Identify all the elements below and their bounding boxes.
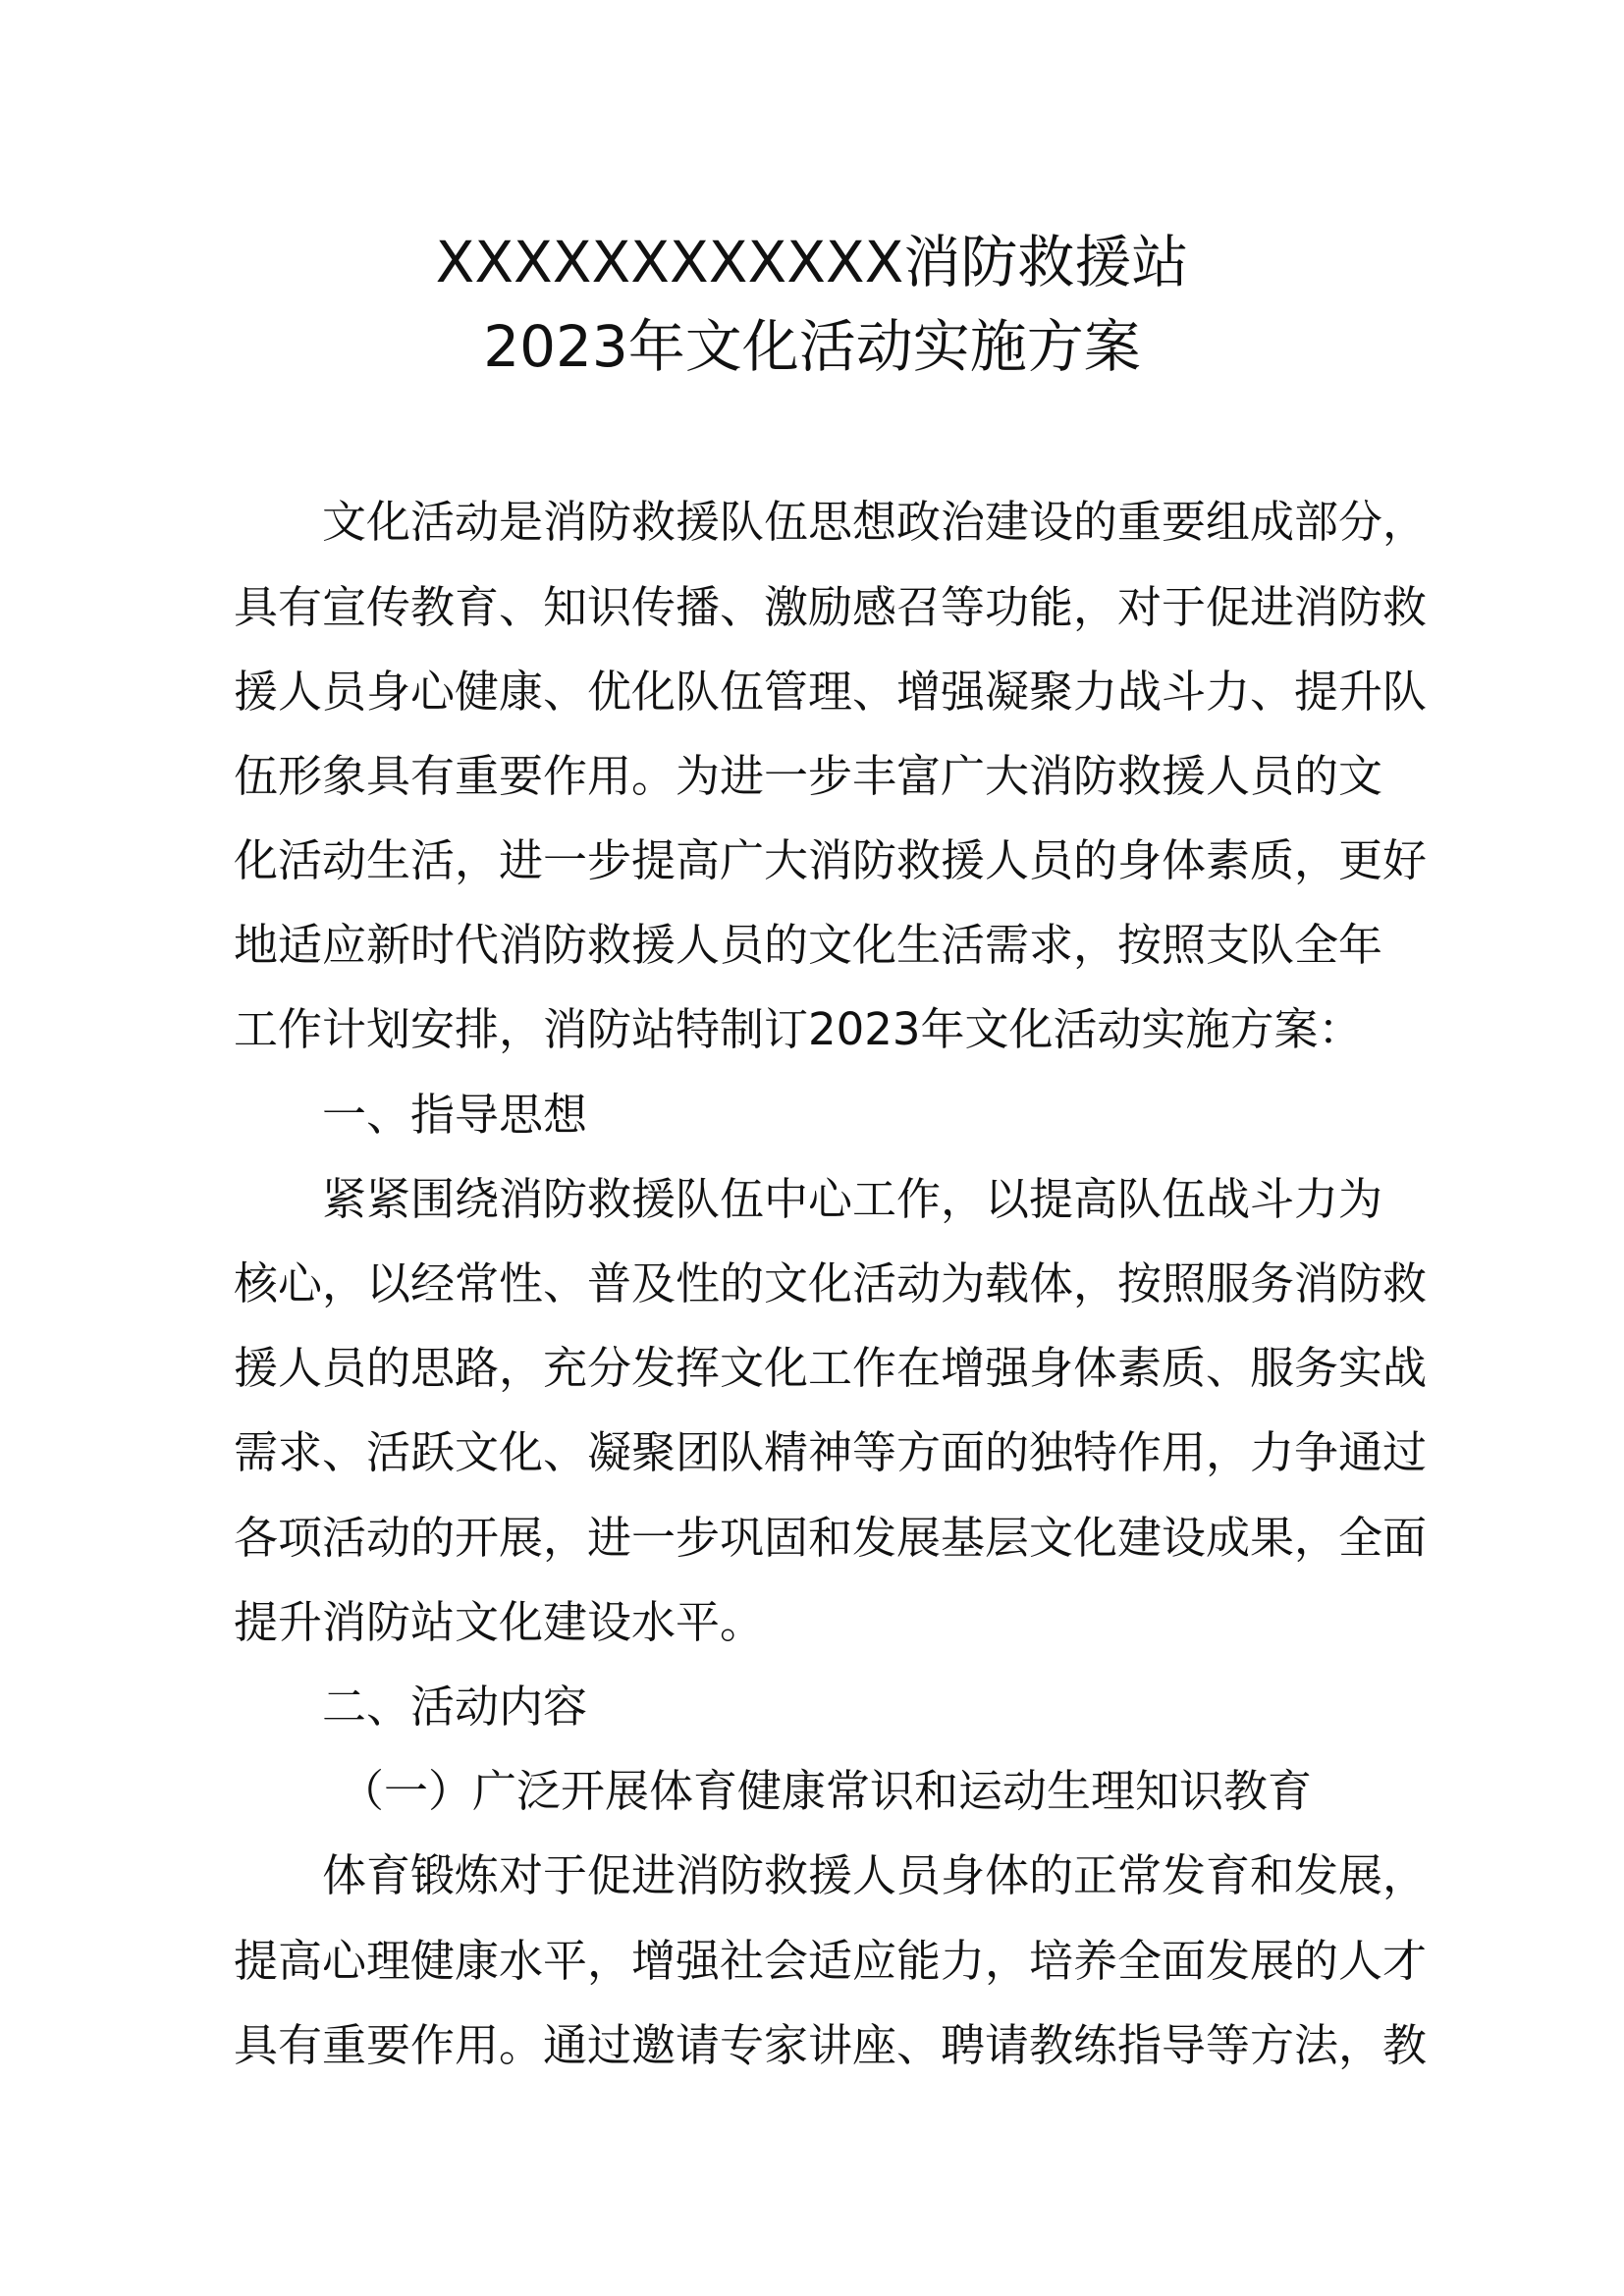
body-line: 核心，以经常性、普及性的文化活动为载体，按照服务消防救 — [234, 1257, 1428, 1309]
body-line: 文化活动是消防救援队伍思想政治建设的重要组成部分， — [322, 496, 1428, 548]
section-heading: 二、活动内容 — [322, 1681, 588, 1733]
body-line: 援人员身心健康、优化队伍管理、增强凝聚力战斗力、提升队 — [234, 666, 1428, 718]
body-line: 具有重要作用。通过邀请专家讲座、聘请教练指导等方法，教 — [234, 2019, 1428, 2071]
body-line: 提高心理健康水平，增强社会适应能力，培养全面发展的人才 — [234, 1935, 1428, 1987]
body-line: 各项活动的开展，进一步巩固和发展基层文化建设成果，全面 — [234, 1512, 1428, 1564]
document-title-line1: XXXXXXXXXXXX消防救援站 — [435, 229, 1189, 295]
body-line: 紧紧围绕消防救援队伍中心工作，以提高队伍战斗力为 — [322, 1173, 1383, 1225]
body-line: 地适应新时代消防救援人员的文化生活需求，按照支队全年 — [234, 919, 1383, 971]
subsection-heading: （一）广泛开展体育健康常识和运动生理知识教育 — [340, 1765, 1313, 1817]
document-title-line2: 2023年文化活动实施方案 — [483, 313, 1141, 380]
body-line: 化活动生活，进一步提高广大消防救援人员的身体素质，更好 — [234, 834, 1428, 886]
body-line: 提升消防站文化建设水平。 — [234, 1596, 765, 1648]
section-heading: 一、指导思想 — [322, 1089, 588, 1141]
body-line: 需求、活跃文化、凝聚团队精神等方面的独特作用，力争通过 — [234, 1426, 1428, 1478]
body-line: 体育锻炼对于促进消防救援人员身体的正常发育和发展， — [322, 1849, 1428, 1901]
body-line: 具有宣传教育、知识传播、激励感召等功能，对于促进消防救 — [234, 581, 1428, 633]
body-line: 工作计划安排，消防站特制订2023年文化活动实施方案： — [234, 1003, 1363, 1055]
body-line: 伍形象具有重要作用。为进一步丰富广大消防救援人员的文 — [234, 750, 1383, 802]
body-line: 援人员的思路，充分发挥文化工作在增强身体素质、服务实战 — [234, 1342, 1428, 1394]
